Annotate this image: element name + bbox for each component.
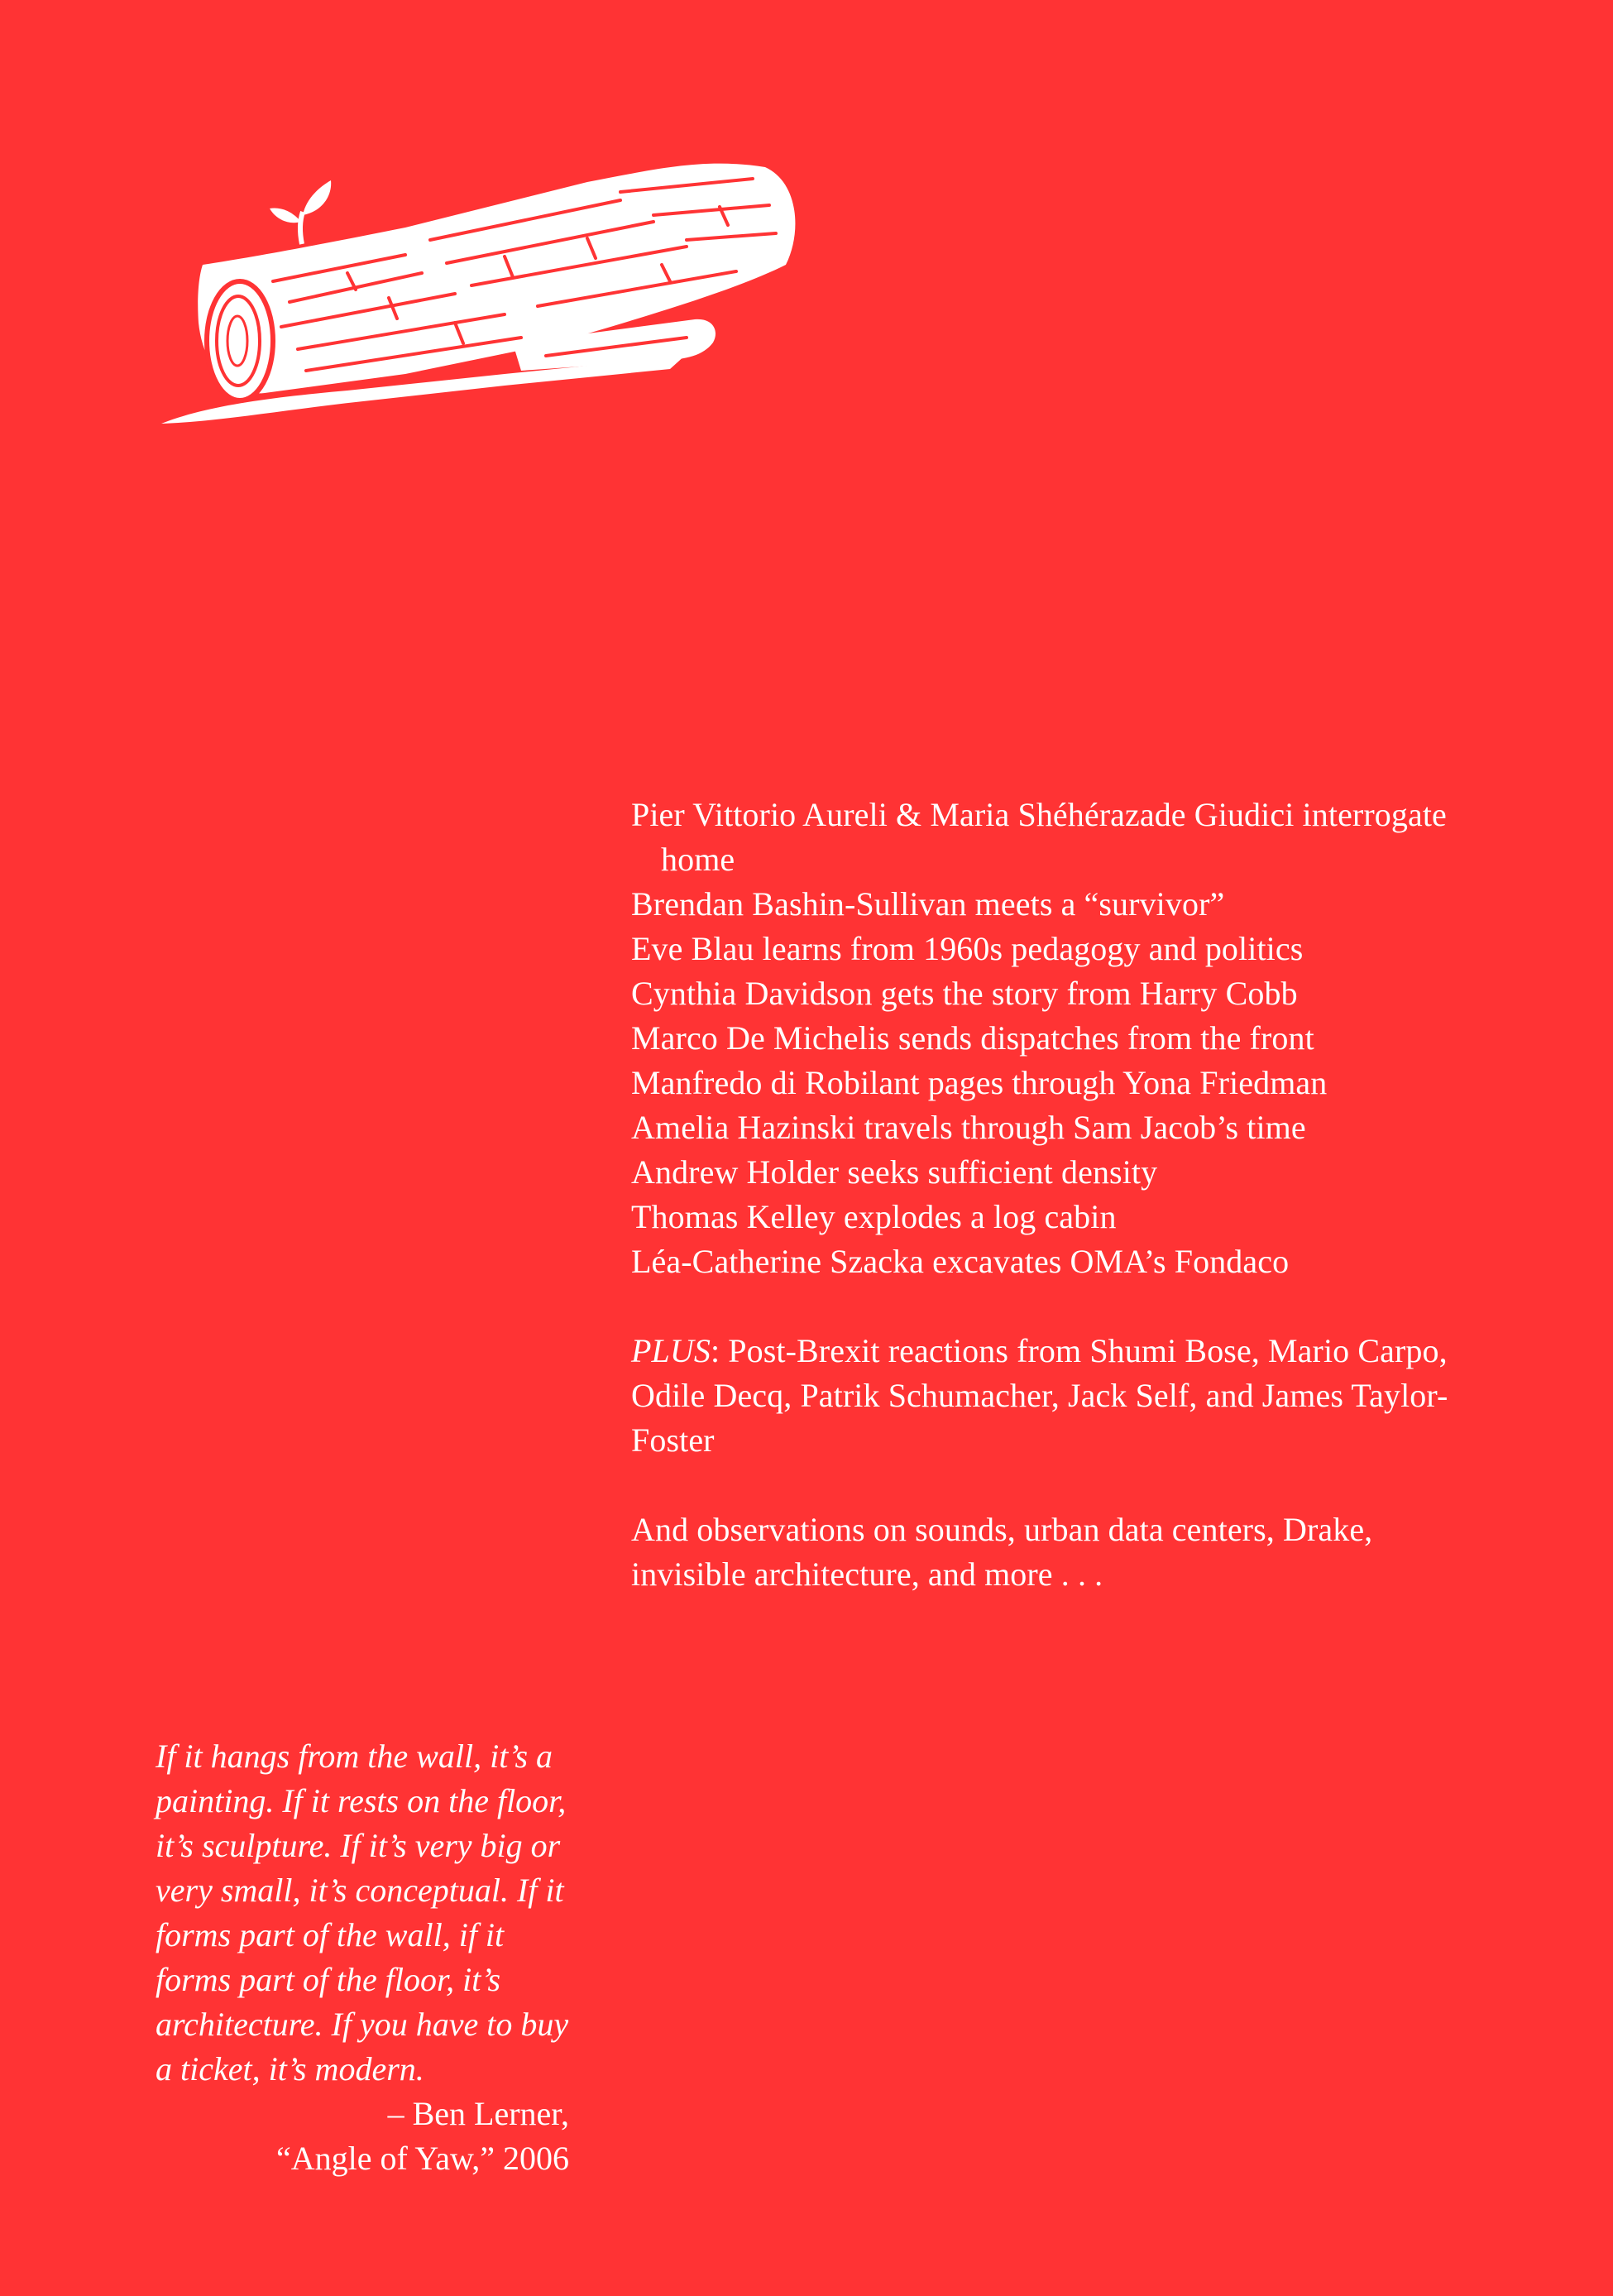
- contents-entry: Léa-Catherine Szacka excavates OMA’s Fondaco: [631, 1243, 1290, 1280]
- contents-entry: Cynthia Davidson gets the story from Harry Cobb: [631, 975, 1298, 1012]
- contents-entry: Andrew Holder seeks sufficient density: [631, 1153, 1158, 1191]
- contents-entry: Amelia Hazinski travels through Sam Jacob’s time: [631, 1109, 1306, 1146]
- plus-label: PLUS: [631, 1332, 711, 1369]
- contents-entry: Thomas Kelley explodes a log cabin: [631, 1198, 1117, 1235]
- contents-list: [631, 793, 1483, 1597]
- epigraph: [156, 1734, 569, 2181]
- contributors-list: [631, 793, 1483, 1284]
- contents-entry: Marco De Michelis sends dispatches from the front: [631, 1019, 1314, 1057]
- contents-entry: Manfredo di Robilant pages through Yona Friedman: [631, 1064, 1328, 1101]
- log-with-sprout-icon: [157, 157, 819, 447]
- epigraph-quote: If it hangs from the wall, it’s a painting. If it rests on the floor, it’s sculpture. If it’s very big or very small, it’s conceptual. If it forms part of the wall, if it forms part of the floor, it’s architecture. If you have to buy a ticket, it’s modern.: [156, 1738, 569, 2087]
- contents-entry: Eve Blau learns from 1960s pedagogy and politics: [631, 930, 1304, 967]
- epigraph-author: – Ben Lerner,: [387, 2095, 569, 2132]
- plus-paragraph: [631, 1329, 1483, 1463]
- closing-paragraph: And observations on sounds, urban data centers, Drake, invisible architecture, and more . . .: [631, 1511, 1373, 1593]
- epigraph-source: “Angle of Yaw,” 2006: [275, 2140, 569, 2177]
- contents-entry: Brendan Bashin-Sullivan meets a “survivor”: [631, 885, 1225, 923]
- plus-text: : Post-Brexit reactions from Shumi Bose, Mario Carpo, Odile Decq, Patrik Schumacher, Jack Self, and James Taylor-Foster: [631, 1332, 1448, 1459]
- contents-entry: Pier Vittorio Aureli & Maria Shéhérazade Giudici interrogate home: [631, 796, 1447, 878]
